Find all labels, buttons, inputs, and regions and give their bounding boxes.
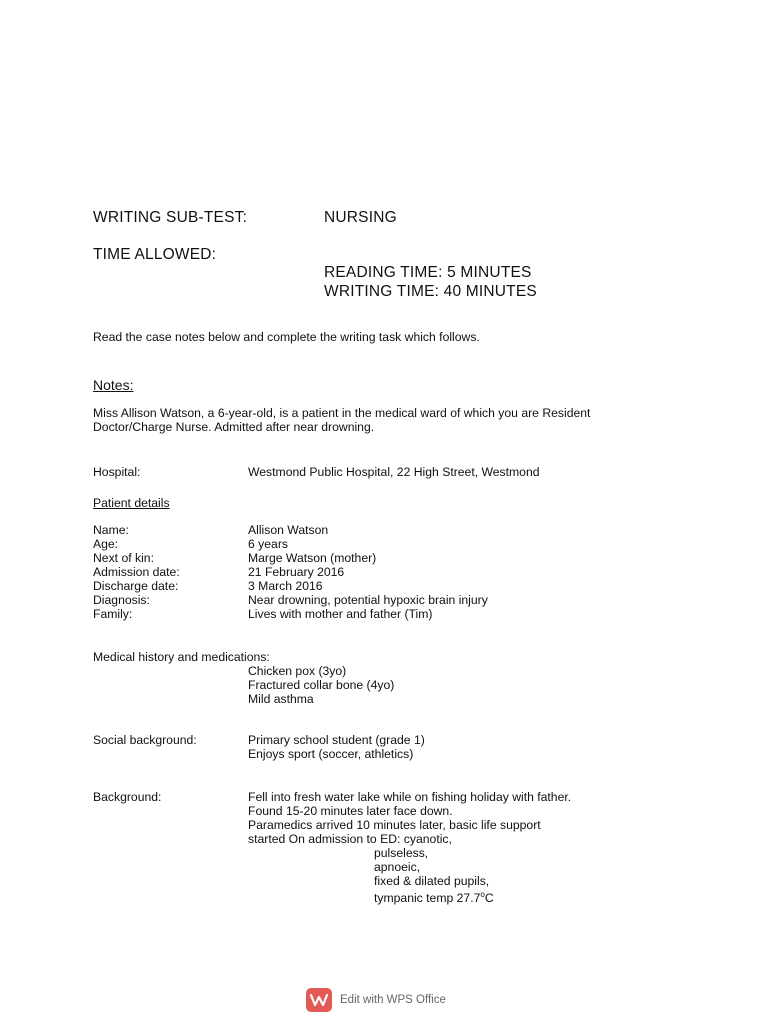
finding-item: fixed & dilated pupils, [374, 874, 490, 888]
medical-history-item: Chicken pox (3yo) [248, 664, 347, 678]
name-value: Allison Watson [248, 523, 329, 537]
social-background-label: Social background: [93, 733, 197, 747]
hospital-value: Westmond Public Hospital, 22 High Street, Westmond [248, 465, 540, 479]
time-allowed-label: TIME ALLOWED: [93, 246, 217, 263]
next-of-kin-label: Next of kin: [93, 551, 154, 565]
background-line: Paramedics arrived 10 minutes later, basic life support [248, 818, 541, 832]
discharge-date-value: 3 March 2016 [248, 579, 323, 593]
family-value: Lives with mother and father (Tim) [248, 607, 433, 621]
admission-date-label: Admission date: [93, 565, 180, 579]
temp-prefix: tympanic temp 27.7 [374, 891, 481, 906]
medical-history-item: Fractured collar bone (4yo) [248, 678, 395, 692]
medical-history-item: Mild asthma [248, 692, 314, 706]
admission-date-value: 21 February 2016 [248, 565, 345, 579]
tympanic-temp [374, 888, 494, 905]
patient-details-labels [93, 523, 180, 621]
diagnosis-label: Diagnosis: [93, 593, 150, 607]
age-label: Age: [93, 537, 119, 551]
temp-unit: C [484, 891, 494, 906]
subtest-value: NURSING [324, 209, 397, 226]
hospital-label: Hospital: [93, 465, 141, 479]
finding-item: pulseless, [374, 846, 429, 860]
subtest-label: WRITING SUB-TEST: [93, 209, 248, 226]
social-background-item: Primary school student (grade 1) [248, 733, 425, 747]
writing-time: WRITING TIME: 40 MINUTES [324, 283, 537, 300]
discharge-date-label: Discharge date: [93, 579, 179, 593]
temp-degree: o [480, 890, 485, 899]
reading-time: READING TIME: 5 MINUTES [324, 264, 532, 281]
patient-details-heading: Patient details [93, 496, 170, 510]
social-background-item: Enjoys sport (soccer, athletics) [248, 747, 414, 761]
wps-office-badge[interactable] [306, 988, 446, 1012]
family-label: Family: [93, 607, 133, 621]
instruction-text: Read the case notes below and complete the writing task which follows. [93, 330, 480, 344]
background-line: started On admission to ED: cyanotic, [248, 832, 452, 846]
name-label: Name: [93, 523, 129, 537]
background-line: Found 15-20 minutes later face down. [248, 804, 453, 818]
diagnosis-value: Near drowning, potential hypoxic brain injury [248, 593, 488, 607]
wps-logo-icon [306, 988, 332, 1012]
finding-item: apnoeic, [374, 860, 421, 874]
background-line: Fell into fresh water lake while on fishing holiday with father. [248, 790, 572, 804]
medical-history-label: Medical history and medications: [93, 650, 270, 664]
wps-edit-text[interactable]: Edit with WPS Office [340, 994, 446, 1006]
social-background-list [248, 733, 425, 761]
next-of-kin-value: Marge Watson (mother) [248, 551, 377, 565]
age-value: 6 years [248, 537, 288, 551]
background-label: Background: [93, 790, 162, 804]
medical-history-list [248, 664, 394, 706]
admission-findings [374, 846, 494, 905]
background-text [248, 790, 571, 846]
intro-paragraph: Miss Allison Watson, a 6-year-old, is a patient in the medical ward of which you are Resident Doctor/Charge Nurse. Admitted after near drowning. [93, 406, 591, 434]
notes-heading: Notes: [93, 377, 134, 393]
patient-details-values [248, 523, 488, 621]
